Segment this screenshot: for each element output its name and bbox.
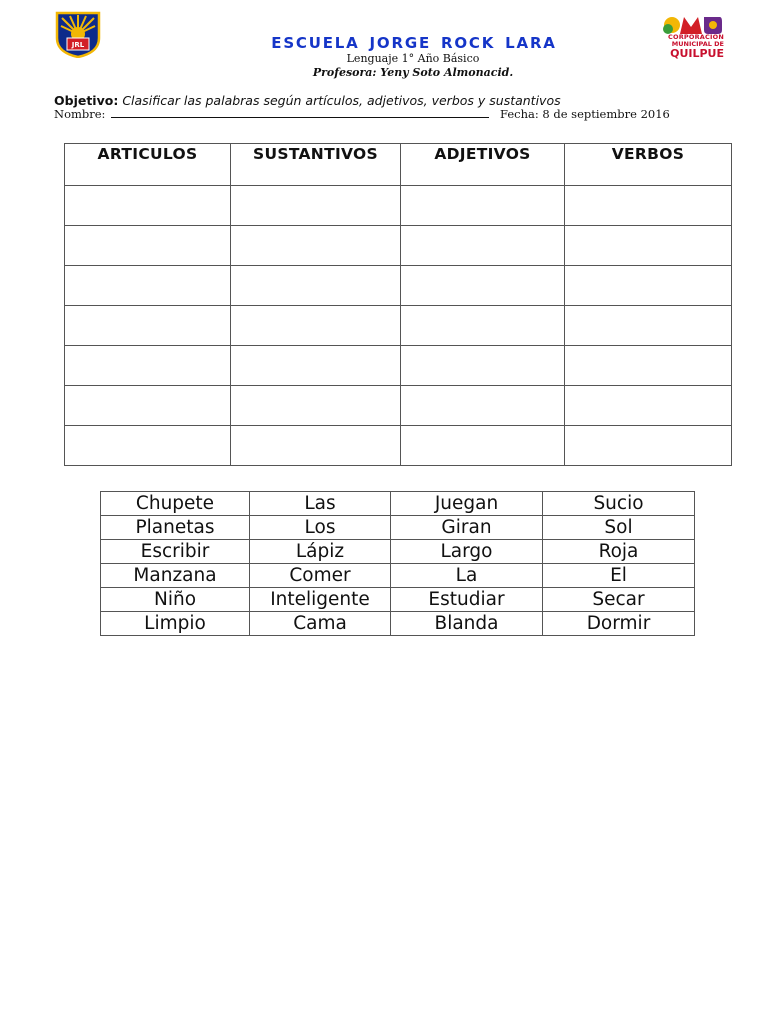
header-articulos: ARTICULOS — [65, 144, 231, 186]
word-bank-cell: Juegan — [391, 492, 543, 516]
word-bank-row — [101, 612, 695, 636]
blank-answer-cell[interactable] — [231, 186, 401, 226]
blank-answer-cell[interactable] — [401, 426, 565, 466]
blank-answer-cell[interactable] — [565, 426, 732, 466]
word-bank-row — [101, 564, 695, 588]
name-date-row — [54, 107, 694, 121]
word-bank-cell: Roja — [543, 540, 695, 564]
word-bank-cell: Lápiz — [250, 540, 391, 564]
course-subtitle: Lenguaje 1° Año Básico — [346, 52, 480, 65]
blank-answer-cell[interactable] — [231, 266, 401, 306]
blank-answer-cell[interactable] — [65, 346, 231, 386]
blank-answer-cell[interactable] — [65, 306, 231, 346]
blank-answer-cell[interactable] — [401, 306, 565, 346]
word-bank-cell: Inteligente — [250, 588, 391, 612]
teacher-name: Profesora: Yeny Soto Almonacid. — [312, 66, 514, 79]
word-bank-cell: Giran — [391, 516, 543, 540]
classification-row — [65, 186, 732, 226]
blank-answer-cell[interactable] — [65, 266, 231, 306]
word-bank-cell: El — [543, 564, 695, 588]
blank-answer-cell[interactable] — [231, 306, 401, 346]
objective-text: Clasificar las palabras según artículos, adjetivos, verbos y sustantivos — [118, 93, 561, 108]
blank-answer-cell[interactable] — [565, 386, 732, 426]
blank-answer-cell[interactable] — [565, 266, 732, 306]
classification-row — [65, 266, 732, 306]
classification-row — [65, 346, 732, 386]
classification-row — [65, 306, 732, 346]
word-bank-cell: La — [391, 564, 543, 588]
blank-answer-cell[interactable] — [401, 266, 565, 306]
blank-answer-cell[interactable] — [65, 426, 231, 466]
objective-label: Objetivo: — [54, 93, 119, 108]
school-title: ESCUELA JORGE ROCK LARA — [271, 34, 557, 52]
word-bank-cell: Comer — [250, 564, 391, 588]
blank-answer-cell[interactable] — [231, 426, 401, 466]
blank-answer-cell[interactable] — [401, 346, 565, 386]
word-bank-cell: Secar — [543, 588, 695, 612]
blank-answer-cell[interactable] — [231, 346, 401, 386]
classification-row — [65, 226, 732, 266]
word-bank-cell: Escribir — [101, 540, 250, 564]
word-bank-cell: Planetas — [101, 516, 250, 540]
word-bank-cell: Los — [250, 516, 391, 540]
word-bank-cell: Largo — [391, 540, 543, 564]
blank-answer-cell[interactable] — [565, 226, 732, 266]
name-blank-line[interactable] — [111, 107, 489, 118]
date-text: Fecha: 8 de septiembre 2016 — [500, 107, 670, 121]
word-bank-row — [101, 492, 695, 516]
classification-table — [64, 143, 732, 466]
svg-text:JRL: JRL — [71, 41, 85, 49]
word-bank-row — [101, 540, 695, 564]
word-bank-cell: Limpio — [101, 612, 250, 636]
blank-answer-cell[interactable] — [401, 386, 565, 426]
header-adjetivos: ADJETIVOS — [401, 144, 565, 186]
blank-answer-cell[interactable] — [565, 306, 732, 346]
classification-row — [65, 386, 732, 426]
word-bank-table — [100, 491, 695, 636]
word-bank-cell: Dormir — [543, 612, 695, 636]
classification-row — [65, 426, 732, 466]
blank-answer-cell[interactable] — [565, 186, 732, 226]
word-bank-cell: Chupete — [101, 492, 250, 516]
word-bank-row — [101, 516, 695, 540]
blank-answer-cell[interactable] — [65, 186, 231, 226]
header-sustantivos: SUSTANTIVOS — [231, 144, 401, 186]
corp-name-line2: MUNICIPAL DE — [671, 39, 724, 48]
word-bank-cell: Niño — [101, 588, 250, 612]
blank-answer-cell[interactable] — [231, 386, 401, 426]
word-bank-cell: Manzana — [101, 564, 250, 588]
name-label: Nombre: — [54, 107, 106, 121]
word-bank-cell: Las — [250, 492, 391, 516]
corp-name-line3: QUILPUE — [670, 46, 724, 60]
word-bank-cell: Cama — [250, 612, 391, 636]
word-bank-cell: Estudiar — [391, 588, 543, 612]
blank-answer-cell[interactable] — [231, 226, 401, 266]
word-bank-cell: Sol — [543, 516, 695, 540]
header-verbos: VERBOS — [565, 144, 732, 186]
blank-answer-cell[interactable] — [401, 226, 565, 266]
blank-answer-cell[interactable] — [65, 386, 231, 426]
word-bank-row — [101, 588, 695, 612]
corp-name-line1: CORPORACION — [668, 33, 724, 41]
classification-header-row — [65, 144, 732, 186]
word-bank-cell: Sucio — [543, 492, 695, 516]
word-bank-cell: Blanda — [391, 612, 543, 636]
blank-answer-cell[interactable] — [401, 186, 565, 226]
blank-answer-cell[interactable] — [565, 346, 732, 386]
blank-answer-cell[interactable] — [65, 226, 231, 266]
objective-line — [54, 93, 561, 108]
